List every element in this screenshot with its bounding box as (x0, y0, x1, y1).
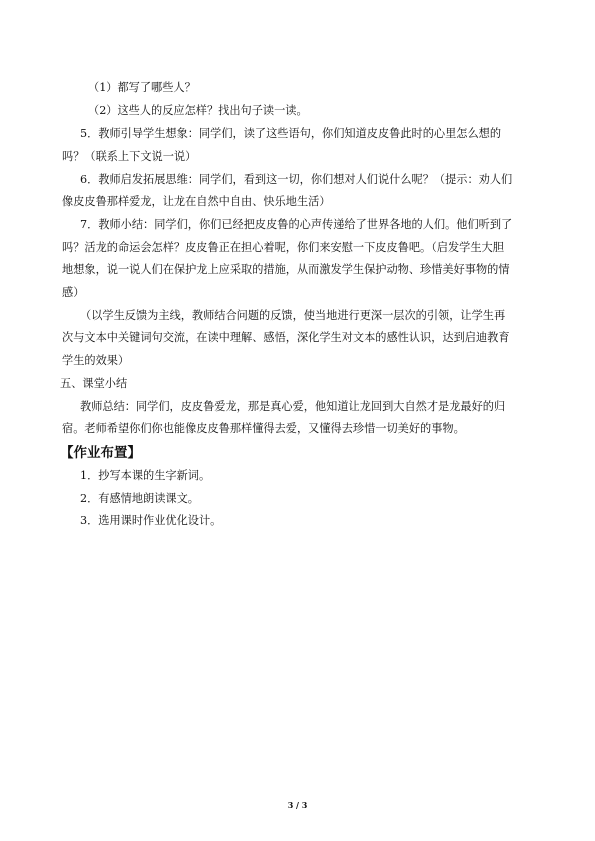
teaching-note-line-3: 学生的效果） (62, 354, 130, 367)
question-2: （2）这些人的反应怎样？找出句子读一读。 (88, 104, 308, 117)
step-5-line-2: 吗？（联系上下文说一说） (62, 150, 197, 163)
step-7-line-1: 7．教师小结：同学们，你们已经把皮皮鲁的心声传递给了世界各地的人们。他们听到了 (80, 218, 513, 231)
homework-item-2: 2．有感情地朗读课文。 (80, 492, 199, 505)
teaching-note-line-2: 次与文本中关键词句交流，在读中理解、感悟，深化学生对文本的感性认识，达到启迪教育 (62, 331, 510, 344)
step-5-line-1: 5．教师引导学生想象：同学们，读了这些语句，你们知道皮皮鲁此时的心里怎么想的 (80, 127, 502, 140)
step-7-line-4: 感） (62, 286, 85, 299)
page-number: 3 / 3 (287, 800, 308, 810)
homework-heading: 【作业布置】 (60, 445, 141, 461)
homework-item-1: 1．抄写本课的生字新词。 (80, 469, 211, 482)
homework-item-3: 3．选用课时作业优化设计。 (80, 514, 222, 527)
summary-line-1: 教师总结：同学们，皮皮鲁爱龙，那是真心爱，他知道让龙回到大自然才是龙最好的归 (80, 400, 506, 413)
step-7-line-3: 地想象，说一说人们在保护龙上应采取的措施，从而激发学生保护动物、珍惜美好事物的情 (62, 263, 510, 276)
step-6-line-2: 像皮皮鲁那样爱龙，让龙在自然中自由、快乐地生活） (62, 195, 331, 208)
question-1: （1）都写了哪些人？ (88, 81, 196, 94)
step-7-line-2: 吗？活龙的命运会怎样？皮皮鲁正在担心着呢，你们来安慰一下皮皮鲁吧。（启发学生大胆 (62, 241, 504, 254)
teaching-note-line-1: （以学生反馈为主线，教师结合问题的反馈，使当地进行更深一层次的引领，让学生再 (80, 309, 506, 322)
step-6-line-1: 6．教师启发拓展思维：同学们，看到这一切，你们想对人们说什么呢？（提示：劝人们 (80, 173, 513, 186)
summary-line-2: 宿。老师希望你们你也能像皮皮鲁那样懂得去爱，又懂得去珍惜一切美好的事物。 (62, 422, 465, 435)
section-5-title: 五、课堂小结 (60, 377, 128, 390)
